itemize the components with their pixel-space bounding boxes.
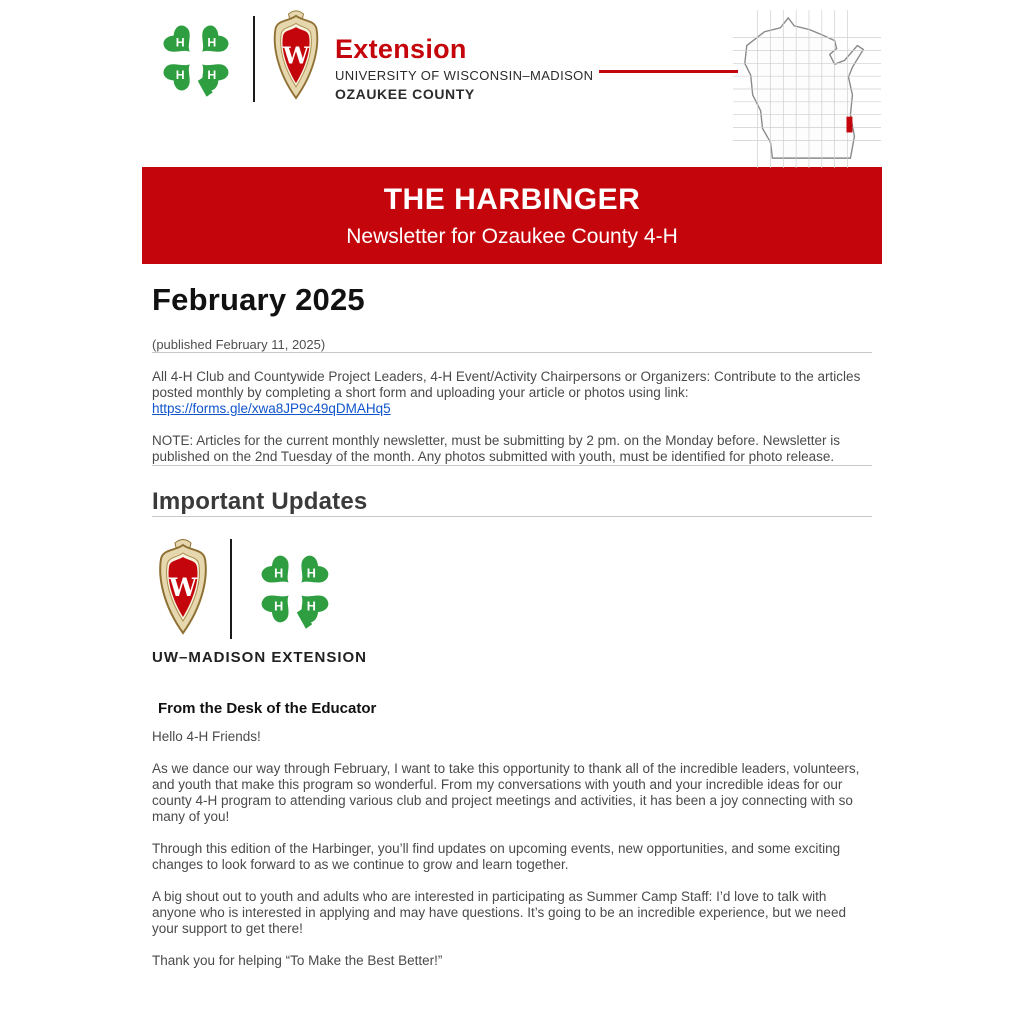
4h-clover-icon [152, 12, 240, 104]
county-line: OZAUKEE COUNTY [335, 86, 475, 102]
extension-wordmark [335, 34, 593, 102]
uw-extension-lockup-row [152, 539, 872, 639]
section-title-important-updates: Important Updates [152, 488, 368, 515]
educator-paragraph: A big shout out to youth and adults who are interested in participating as Summer Camp Staff: I’d love to talk with anyone who is interested in applying and may have questions. It’s going to be an incredible experience, but we need your support to get there! [152, 889, 846, 936]
4h-clover-icon [248, 542, 342, 636]
educator-paragraph: As we dance our way through February, I want to take this opportunity to thank all of the incredible leaders, volunteers, and youth that make this program so wonderful. From my conversations with youth and your incredible ideas for our county 4-H program to attending various club and project meetings and activities, it has been a joy connecting with so many of you! [152, 761, 860, 824]
educator-article [152, 700, 872, 969]
masthead [142, 0, 882, 167]
contribute-text: All 4-H Club and Countywide Project Leaders, 4-H Event/Activity Chairpersons or Organizers: Contribute to the articles posted monthly by completing a short form and uploading your article or photos using link: [152, 369, 861, 400]
educator-paragraph: Thank you for helping “To Make the Best Better!” [152, 953, 443, 968]
logo-divider [230, 539, 232, 639]
divider [152, 465, 872, 466]
published-date: (published February 11, 2025) [152, 337, 326, 352]
university-line: UNIVERSITY OF WISCONSIN–MADISON [335, 68, 594, 83]
uw-crest-icon [152, 539, 214, 639]
divider [152, 516, 872, 517]
contribute-paragraph [152, 369, 872, 417]
issue-month-title: February 2025 [152, 282, 365, 317]
red-rule [599, 70, 738, 73]
extension-word: Extension [335, 34, 467, 64]
uw-extension-caption: UW–MADISON EXTENSION [152, 649, 368, 666]
divider [152, 352, 872, 353]
educator-paragraph: Hello 4-H Friends! [152, 729, 261, 744]
newsletter-banner [142, 167, 882, 264]
wisconsin-county-map [732, 10, 882, 168]
newsletter-title: THE HARBINGER [383, 182, 641, 216]
newsletter-content [142, 282, 882, 969]
newsletter-subtitle: Newsletter for Ozaukee County 4-H [346, 224, 678, 248]
educator-paragraph: Through this edition of the Harbinger, you’ll find updates on upcoming events, new opportunities, and some exciting changes to look forward to as we continue to grow and learn together. [152, 841, 841, 872]
logo-divider [253, 16, 255, 102]
uw-crest-icon [268, 10, 324, 104]
uw-extension-lockup [152, 539, 872, 666]
masthead-spacer [593, 8, 732, 108]
newsletter-page [142, 0, 882, 969]
article-title: From the Desk of the Educator [158, 700, 377, 717]
contribute-form-link[interactable]: https://forms.gle/xwa8JP9c49qDMAHq5 [152, 401, 391, 416]
note-paragraph: NOTE: Articles for the current monthly newsletter, must be submitting by 2 pm. on the Monday before. Newsletter is published on the 2nd Tuesday of the month. Any photos submitted with youth, must be identified for photo release. [152, 433, 841, 464]
